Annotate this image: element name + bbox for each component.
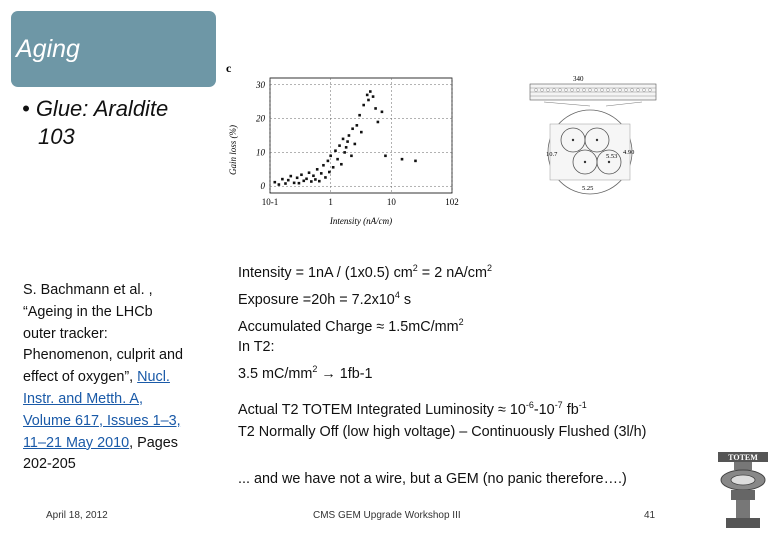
data-point	[320, 172, 323, 175]
ref-link[interactable]: Nucl. Instr. and Metth. A, Volume 617, Issues 1–3, 11–21 May 2010	[23, 369, 181, 451]
data-point	[338, 144, 341, 147]
data-point	[284, 182, 287, 185]
data-points	[274, 90, 417, 186]
data-point	[302, 180, 305, 183]
footer-page-number: 41	[644, 510, 656, 521]
text-block-gem: ... and we have not a wire, but a GEM (no panic therefore….)	[238, 471, 627, 487]
y-tick-label: 20	[256, 113, 265, 124]
dim-left: 10.7	[546, 151, 558, 158]
luminosity-line: Actual T2 TOTEM Integrated Luminosity ≈ $10^{-6}-10^{-7}$ $fb^{-1}$	[238, 400, 587, 418]
slide-title: Aging	[16, 35, 80, 63]
data-point	[358, 114, 361, 117]
x-tick-label: 1	[328, 197, 333, 207]
data-point	[350, 154, 353, 157]
data-point	[314, 178, 317, 181]
xlabel: Intensity (nA/cm)	[329, 216, 393, 226]
dim-right: 4.90	[623, 149, 635, 156]
data-point	[324, 176, 327, 179]
text-block-t2	[238, 336, 373, 385]
text-block-luminosity	[238, 394, 646, 443]
data-point	[374, 107, 377, 110]
data-point	[281, 178, 284, 181]
data-point	[351, 127, 354, 130]
data-point	[356, 124, 359, 127]
footer-date: April 18, 2012	[46, 510, 108, 521]
svg-text:TOTEM: TOTEM	[728, 453, 758, 462]
ref-text-after: , Pages 202-205	[23, 434, 178, 473]
y-tick-label: 0	[260, 181, 265, 192]
data-point	[345, 146, 348, 149]
reference-citation	[23, 280, 188, 476]
data-point	[308, 171, 311, 174]
bullet-line2: 103	[38, 124, 75, 149]
x-tick-label: 10-1	[261, 197, 279, 207]
data-point	[381, 111, 384, 114]
diagram-top-label: 340	[573, 75, 584, 83]
data-point	[322, 164, 325, 167]
straw-module-diagram	[528, 72, 658, 200]
operation-line: T2 Normally Off (low high voltage) – Continuously Flushed (3l/h)	[238, 423, 647, 440]
data-point	[274, 181, 277, 184]
x-tick-label: 102	[445, 197, 459, 207]
y-tick-label: 30	[256, 79, 265, 90]
charge-line: Accumulated Charge ≈ $1.5mC/mm^2$	[238, 316, 464, 335]
data-point	[384, 154, 387, 157]
plot-grid	[270, 78, 452, 193]
bullet-line1: • Glue: Araldite	[22, 96, 169, 121]
data-point	[305, 177, 308, 180]
exposure-line: Exposure $=20h = 7.2x10^4$ s	[238, 289, 412, 308]
data-point	[369, 90, 372, 93]
data-point	[366, 94, 369, 97]
footer-event: CMS GEM Upgrade Workshop III	[313, 510, 461, 521]
data-point	[354, 143, 357, 146]
data-point	[336, 158, 339, 161]
gain-loss-plot	[222, 58, 462, 228]
panel-label: c	[226, 61, 232, 75]
data-point	[342, 138, 345, 141]
data-point	[289, 175, 292, 178]
y-axis-title	[228, 125, 238, 175]
bullet-glue	[22, 95, 168, 151]
data-point	[377, 121, 380, 124]
data-point	[414, 160, 417, 163]
data-point	[287, 179, 290, 182]
data-point	[328, 171, 331, 174]
text-block-intensity	[238, 257, 492, 337]
data-point	[343, 151, 346, 154]
t2-heading: In T2:	[238, 339, 275, 355]
data-point	[340, 163, 343, 166]
data-point	[296, 176, 299, 179]
data-point	[298, 182, 301, 185]
data-point	[316, 168, 319, 171]
data-point	[332, 166, 335, 169]
plot-ticks	[255, 80, 459, 207]
data-point	[278, 183, 281, 186]
ylabel: Gain loss (%)	[228, 125, 238, 175]
x-tick-label: 10	[386, 197, 396, 207]
data-point	[329, 154, 332, 157]
data-point	[312, 174, 315, 177]
y-tick-label: 10	[256, 147, 265, 158]
plot-frame	[270, 78, 452, 193]
dim-mid: 5.53	[606, 153, 618, 160]
totem-logo	[714, 450, 772, 534]
data-point	[362, 104, 365, 107]
data-point	[367, 99, 370, 102]
t2-charge-line: 3.5 $mC/mm^2 \to 1fb-1$	[238, 364, 373, 382]
data-point	[327, 160, 330, 163]
dim-bottom: 5.25	[582, 185, 594, 192]
data-point	[348, 134, 351, 137]
data-point	[293, 182, 296, 185]
data-point	[372, 95, 375, 98]
ref-text-before: S. Bachmann et al. , “Ageing in the LHCb outer tracker: Phenomenon, culprit and effect of oxygen”,	[23, 282, 184, 386]
data-point	[334, 149, 337, 152]
data-point	[318, 180, 321, 183]
data-point	[310, 180, 313, 183]
data-point	[401, 158, 404, 161]
data-point	[300, 173, 303, 176]
intensity-line: Intensity = 1nA / (1x0.5) $cm^2 = 2$ $nA/cm^2$	[238, 263, 492, 281]
data-point	[346, 140, 349, 143]
data-point	[360, 131, 363, 134]
